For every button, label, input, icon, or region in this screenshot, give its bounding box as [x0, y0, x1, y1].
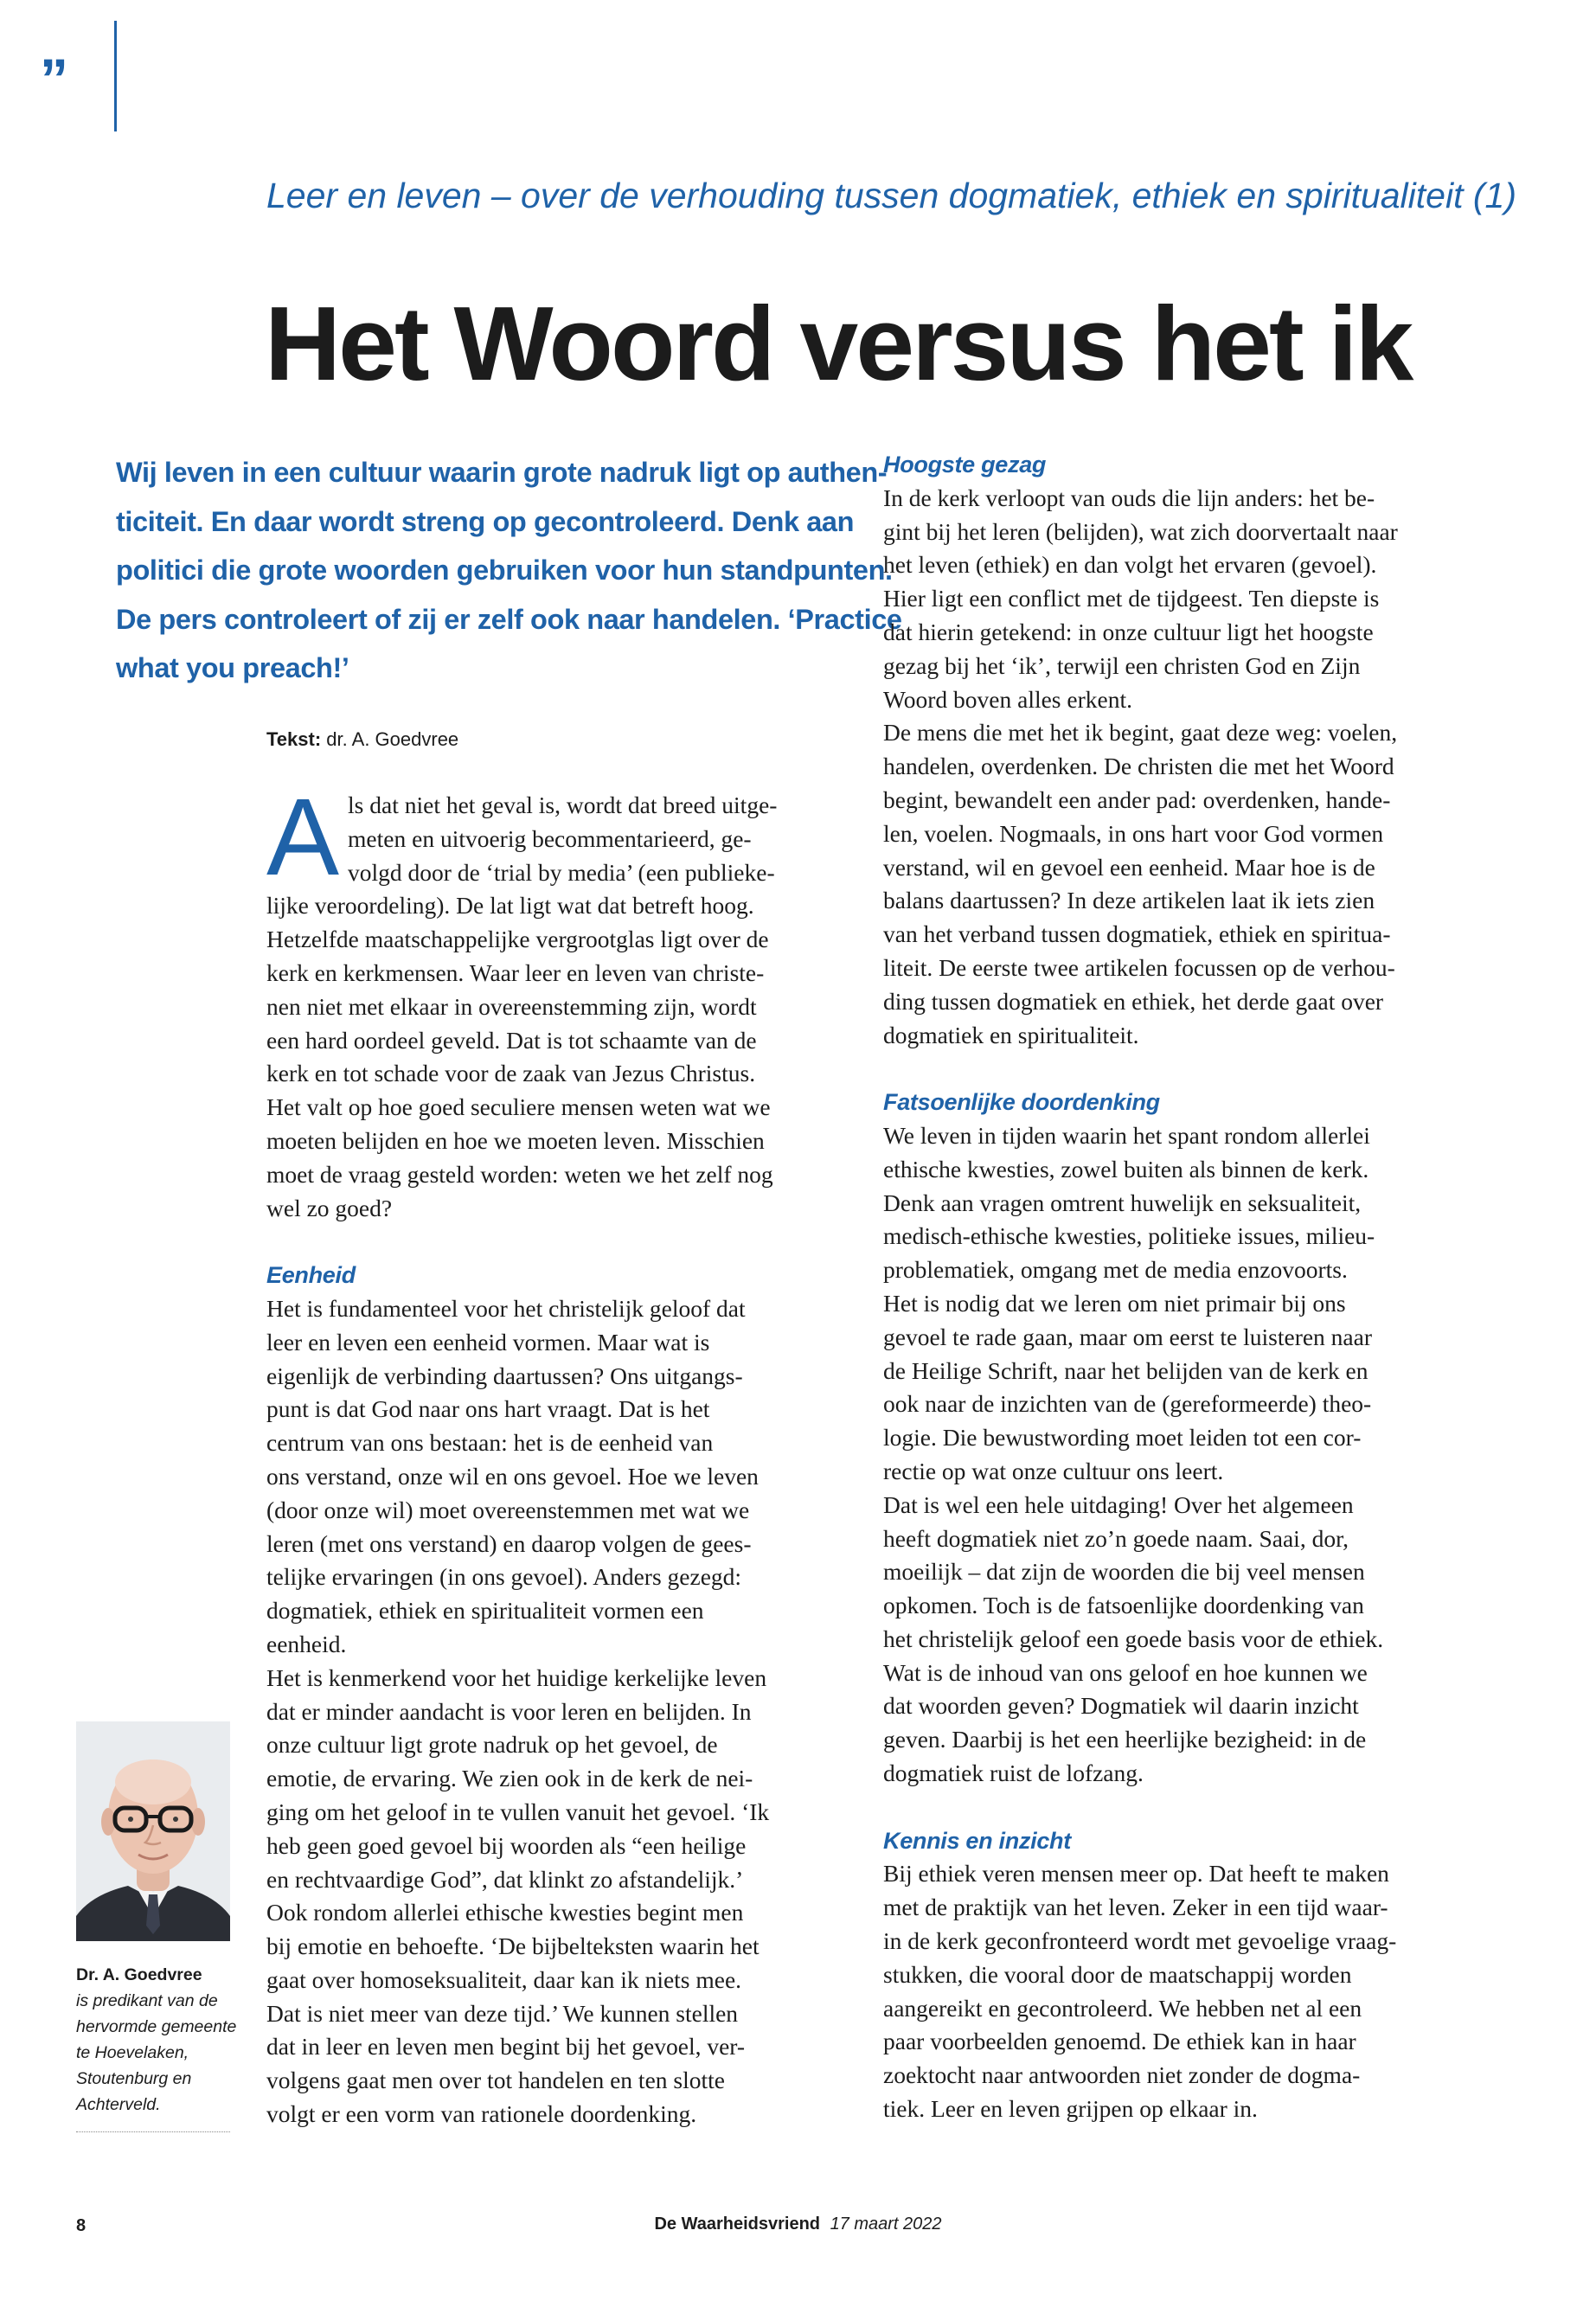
body-line: gaat over homoseksualiteit, daar kan ik niets mee.: [266, 1965, 742, 1993]
author-name: Dr. A. Goedvree: [76, 1965, 202, 1984]
issue-date: 17 maart 2022: [830, 2214, 942, 2234]
section-heading-hoogste-gezag: Hoogste gezag: [883, 452, 1047, 478]
body-line: in de kerk geconfronteerd wordt met gevoelige vraag-: [883, 1927, 1397, 1955]
body-line: moet de vraag gesteld worden: weten we het zelf nog: [266, 1160, 773, 1188]
body-line: Hier ligt een conflict met de tijdgeest. Ten diepste is: [883, 585, 1380, 612]
footer: [0, 2214, 1596, 2234]
drop-cap: A: [266, 776, 340, 898]
body-line: dogmatiek en spiritualiteit.: [883, 1021, 1139, 1048]
body-line: aangereikt en gecontroleerd. We hebben net al een: [883, 1994, 1362, 2022]
body-line: dat in leer en leven men begint bij het gevoel, ver-: [266, 2033, 746, 2061]
body-line: Wat is de inhoud van ons geloof en hoe kunnen we: [883, 1658, 1368, 1686]
body-line: ethische kwesties, zowel buiten als binnen de kerk.: [883, 1155, 1369, 1183]
body-line: het christelijk geloof een goede basis voor de ethiek.: [883, 1625, 1384, 1652]
body-line: zoektocht naar antwoorden niet zonder de dogma-: [883, 2061, 1361, 2089]
body-line: geven. Daarbij is het een heerlijke bezigheid: in de: [883, 1726, 1367, 1753]
body-line: In de kerk verloopt van ouds die lijn anders: het be-: [883, 484, 1375, 511]
body-line: len, voelen. Nogmaals, in ons hart voor God vormen: [883, 819, 1384, 847]
byline: [266, 725, 458, 754]
body-line: nen niet met elkaar in overeenstemming zijn, wordt: [266, 992, 757, 1020]
intro-line: ticiteit. En daar wordt streng op gecontroleerd. Denk aan: [116, 505, 855, 537]
byline-label: Tekst:: [266, 728, 322, 750]
body-line: liteit. De eerste twee artikelen focussen op de verhou-: [883, 953, 1395, 981]
body-line: moeilijk – dat zijn de woorden die bij veel mensen: [883, 1558, 1365, 1586]
intro-lead: [116, 448, 902, 693]
author-role-line: te Hoevelaken,: [76, 2043, 189, 2062]
body-line: Het is kenmerkend voor het huidige kerkelijke leven: [266, 1663, 767, 1691]
body-line: logie. Die bewustwording moet leiden tot een cor-: [883, 1424, 1362, 1452]
body-line: paar voorbeelden genoemd. De ethiek kan in haar: [883, 2028, 1356, 2055]
body-line: heeft dogmatiek niet zo’n goede naam. Saai, dor,: [883, 1524, 1349, 1552]
body-line: onze cultuur ligt grote nadruk op het gevoel, de: [266, 1731, 718, 1759]
body-line: We leven in tijden waarin het spant rondom allerlei: [883, 1121, 1370, 1149]
body-line: rectie op wat onze cultuur ons leert.: [883, 1457, 1224, 1484]
body-line: bij emotie en behoefte. ‘De bijbelteksten waarin het: [266, 1932, 760, 1960]
header-divider: [114, 21, 117, 131]
body-line: leer en leven een eenheid vormen. Maar wat is: [266, 1328, 710, 1356]
body-line: dat woorden geven? Dogmatiek wil daarin inzicht: [883, 1692, 1359, 1720]
body-line: de Heilige Schrift, naar het belijden van de kerk en: [883, 1356, 1368, 1384]
author-portrait-image: [76, 1721, 230, 1941]
body-line: dogmatiek ruist de lofzang.: [883, 1759, 1144, 1787]
body-line: met de praktijk van het leven. Zeker in een tijd waar-: [883, 1894, 1388, 1921]
body-line: Het valt op hoe goed seculiere mensen weten wat we: [266, 1093, 771, 1121]
section-heading-fatsoenlijke-doordenking: Fatsoenlijke doordenking: [883, 1089, 1160, 1116]
body-line: eenheid.: [266, 1630, 347, 1657]
body-line: Denk aan vragen omtrent huwelijk en seksualiteit,: [883, 1189, 1362, 1216]
body-line: handelen, overdenken. De christen die met het Woord: [883, 753, 1394, 780]
publication-name: De Waarheidsvriend: [654, 2214, 820, 2234]
body-line: medisch-ethische kwesties, politieke issues, milieu-: [883, 1222, 1375, 1250]
body-line: een hard oordeel geveld. Dat is tot schaamte van de: [266, 1026, 757, 1054]
body-line: dat hierin getekend: in onze cultuur ligt het hoogste: [883, 618, 1374, 645]
body-line: gezag bij het ‘ik’, terwijl een christen God en Zijn: [883, 651, 1361, 679]
page-number: 8: [76, 2216, 87, 2235]
quote-mark-icon: ”: [40, 47, 68, 111]
body-column-left: [266, 776, 837, 2131]
body-line: Bij ethiek veren mensen meer op. Dat heeft te maken: [883, 1860, 1389, 1888]
body-line: tiek. Leer en leven grijpen op elkaar in.: [883, 2095, 1258, 2123]
body-line: problematiek, omgang met de media enzovoorts.: [883, 1256, 1348, 1284]
body-line: dat er minder aandacht is voor leren en belijden. In: [266, 1697, 752, 1725]
body-line: wel zo goed?: [266, 1194, 393, 1221]
body-line: begint, bewandelt een ander pad: overdenken, hande-: [883, 785, 1391, 813]
body-line: Het is fundamenteel voor het christelijk geloof dat: [266, 1294, 746, 1322]
body-line: en rechtvaardige God”, dat klinkt zo afstandelijk.’: [266, 1865, 744, 1893]
headline: Het Woord versus het ik: [265, 285, 1412, 402]
body-line: eigenlijk de verbinding daartussen? Ons uitgangs-: [266, 1362, 743, 1389]
intro-line: Wij leven in een cultuur waarin grote nadruk ligt op authen-: [116, 457, 888, 488]
body-column-right: [883, 448, 1463, 2126]
author-role-line: is predikant van de: [76, 1991, 218, 2010]
body-line: het leven (ethiek) en dan volgt het ervaren (gevoel).: [883, 551, 1377, 579]
intro-line: De pers controleert of zij er zelf ook naar handelen. ‘Practice: [116, 603, 902, 635]
body-line: punt is dat God naar ons hart vraagt. Dat is het: [266, 1395, 710, 1423]
body-line: centrum van ons bestaan: het is de eenheid van: [266, 1429, 714, 1457]
body-line: ging om het geloof in te vullen vanuit het gevoel. ‘Ik: [266, 1798, 770, 1825]
body-line: volgens gaat men over tot handelen en ten slotte: [266, 2067, 725, 2094]
body-line: stukken, die vooral door de maatschappij worden: [883, 1960, 1352, 1988]
body-line: Het is nodig dat we leren om niet primair bij ons: [883, 1289, 1346, 1317]
body-line: van het verband tussen dogmatiek, ethiek en spiritua-: [883, 920, 1391, 948]
body-line: volgd door de ‘trial by media’ (een publieke-: [348, 858, 775, 886]
caption-divider: [76, 2131, 230, 2132]
body-line: gint bij het leren (belijden), wat zich doorvertaalt naar: [883, 517, 1398, 545]
body-line: balans daartussen? In deze artikelen laat ik iets zien: [883, 887, 1375, 914]
body-line: gevoel te rade gaan, maar om eerst te luisteren naar: [883, 1323, 1372, 1350]
body-line: kerk en tot schade voor de zaak van Jezus Christus.: [266, 1060, 756, 1087]
author-photo: [76, 1721, 230, 1941]
section-heading-eenheid: Eenheid: [266, 1262, 356, 1289]
intro-line: what you preach!’: [116, 652, 349, 683]
body-line: opkomen. Toch is de fatsoenlijke doordenking van: [883, 1592, 1364, 1619]
body-line: Ook rondom allerlei ethische kwesties begint men: [266, 1899, 744, 1926]
body-line: De mens die met het ik begint, gaat deze weg: voelen,: [883, 719, 1398, 747]
series-title: Leer en leven – over de verhouding tussen dogmatiek, ethiek en spiritualiteit (1): [266, 176, 1516, 215]
body-line: telijke ervaringen (in ons gevoel). Anders gezegd:: [266, 1563, 742, 1591]
body-line: heb geen goed gevoel bij woorden als “een heilige: [266, 1831, 747, 1859]
author-caption: [76, 1962, 249, 2118]
body-line: lijke veroordeling). De lat ligt wat dat betreft hoog.: [266, 892, 754, 920]
body-line: emotie, de ervaring. We zien ook in de kerk de nei-: [266, 1765, 753, 1792]
byline-author: dr. A. Goedvree: [326, 728, 459, 750]
body-line: ls dat niet het geval is, wordt dat breed uitge-: [348, 792, 778, 818]
body-line: verstand, wil en gevoel een eenheid. Maar hoe is de: [883, 853, 1375, 881]
intro-line: politici die grote woorden gebruiken voor hun standpunten.: [116, 554, 893, 586]
body-line: kerk en kerkmensen. Waar leer en leven van christe-: [266, 958, 765, 986]
body-line: dogmatiek, ethiek en spiritualiteit vormen een: [266, 1597, 704, 1625]
body-line: ook naar de inzichten van de (gereformeerde) theo-: [883, 1390, 1372, 1418]
body-line: Hetzelfde maatschappelijke vergrootglas ligt over de: [266, 926, 769, 953]
author-role-line: hervormde gemeente: [76, 2017, 237, 2036]
body-line: ding tussen dogmatiek en ethiek, het derde gaat over: [883, 987, 1384, 1015]
body-line: meten en uitvoerig becommentarieerd, ge-: [348, 824, 752, 852]
author-role-line: Stoutenburg en: [76, 2069, 192, 2088]
body-line: ons verstand, onze wil en ons gevoel. Hoe we leven: [266, 1462, 759, 1490]
author-role-line: Achterveld.: [76, 2095, 161, 2114]
body-line: Dat is niet meer van deze tijd.’ We kunnen stellen: [266, 1999, 739, 2027]
section-heading-kennis-en-inzicht: Kennis en inzicht: [883, 1827, 1071, 1854]
body-line: leren (met ons verstand) en daarop volgen de gees-: [266, 1529, 752, 1557]
body-line: Woord boven alles erkent.: [883, 685, 1132, 713]
body-line: (door onze wil) moet overeenstemmen met wat we: [266, 1496, 750, 1523]
body-line: Dat is wel een hele uitdaging! Over het algemeen: [883, 1490, 1354, 1518]
body-line: moeten belijden en hoe we moeten leven. Misschien: [266, 1126, 765, 1154]
body-line: volgt er een vorm van rationele doordenking.: [266, 2100, 697, 2128]
